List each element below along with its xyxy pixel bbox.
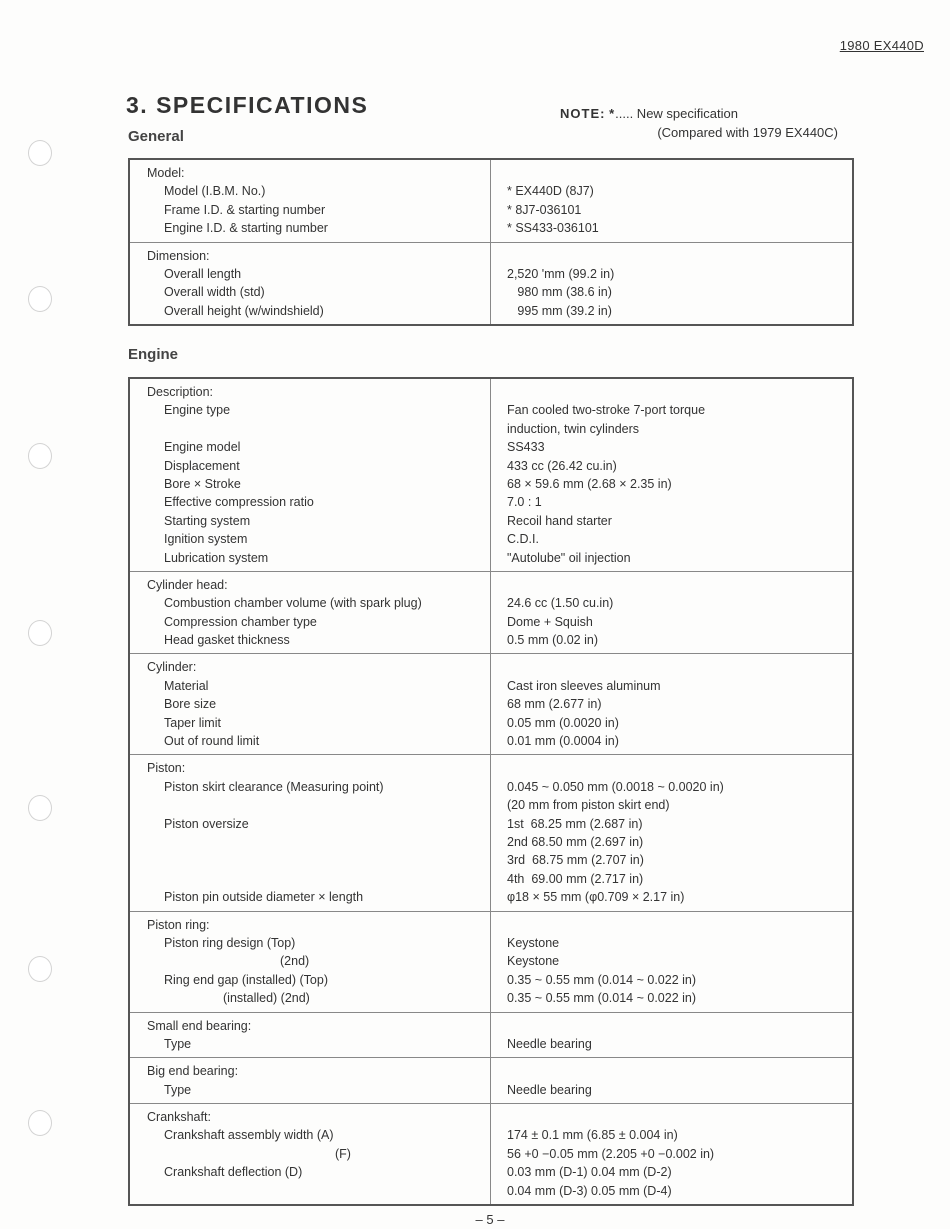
spec-value: Keystone xyxy=(507,935,560,950)
spec-group-heading: Small end bearing: xyxy=(147,1018,252,1033)
spec-labels xyxy=(129,242,491,325)
spec-value: Cast iron sleeves aluminum xyxy=(507,678,661,693)
spec-labels xyxy=(129,378,491,571)
spec-value: 3rd 68.75 mm (2.707 in) xyxy=(507,853,644,868)
spec-value: * EX440D (8J7) xyxy=(507,184,594,199)
spec-label xyxy=(130,1182,490,1200)
spec-group xyxy=(129,654,853,755)
spec-label: Out of round limit xyxy=(164,734,260,749)
spec-value: * SS433-036101 xyxy=(507,221,599,236)
spec-label: Material xyxy=(164,678,209,693)
spec-label: Compression chamber type xyxy=(164,614,317,629)
binder-hole xyxy=(28,443,52,469)
note xyxy=(560,106,738,121)
spec-value: 2,520 'mm (99.2 in) xyxy=(507,266,615,281)
spec-value: 174 ± 0.1 mm (6.85 ± 0.004 in) xyxy=(507,1128,678,1143)
spec-value: 0.045 ~ 0.050 mm (0.0018 ~ 0.0020 in) xyxy=(507,779,724,794)
spec-label: Piston oversize xyxy=(164,816,249,831)
spec-value: 433 cc (26.42 cu.in) xyxy=(507,458,617,473)
note-text: ..... New specification xyxy=(615,106,738,121)
spec-value: 68 × 59.6 mm (2.68 × 2.35 in) xyxy=(507,476,672,491)
spec-label: Combustion chamber volume (with spark plug) xyxy=(164,596,422,611)
spec-value: Needle bearing xyxy=(507,1082,592,1097)
spec-values xyxy=(491,159,854,242)
note-compared: (Compared with 1979 EX440C) xyxy=(657,125,838,140)
spec-label: Model (I.B.M. No.) xyxy=(164,184,266,199)
binder-hole xyxy=(28,956,52,982)
spec-group xyxy=(129,571,853,654)
note-label: NOTE: xyxy=(560,106,606,121)
spec-value: Needle bearing xyxy=(507,1036,592,1051)
spec-values xyxy=(491,242,854,325)
spec-group-heading: Model: xyxy=(147,166,185,180)
spec-value: 56 +0 −0.05 mm (2.205 +0 −0.002 in) xyxy=(507,1146,715,1161)
spec-value: 24.6 cc (1.50 cu.in) xyxy=(507,596,614,611)
spec-label: Lubrication system xyxy=(164,550,269,565)
spec-values xyxy=(491,654,854,755)
spec-label: Piston skirt clearance (Measuring point) xyxy=(164,779,384,794)
spec-group xyxy=(129,1012,853,1058)
spec-value: 0.05 mm (0.0020 in) xyxy=(507,715,619,730)
binder-hole xyxy=(28,286,52,312)
spec-labels xyxy=(129,571,491,654)
spec-value: 0.5 mm (0.02 in) xyxy=(507,633,599,648)
spec-label: Engine I.D. & starting number xyxy=(164,221,328,236)
spec-value: 980 mm (38.6 in) xyxy=(507,285,612,300)
spec-value: 0.01 mm (0.0004 in) xyxy=(507,734,619,749)
spec-label xyxy=(130,420,490,438)
spec-value: 995 mm (39.2 in) xyxy=(507,303,612,318)
binder-hole xyxy=(28,620,52,646)
spec-label: Bore size xyxy=(164,697,217,712)
spec-group xyxy=(129,1104,853,1205)
spec-value: φ18 × 55 mm (φ0.709 × 2.17 in) xyxy=(507,890,685,905)
section-general-heading: General xyxy=(128,128,184,145)
spec-label: Taper limit xyxy=(164,715,221,730)
spec-value: C.D.I. xyxy=(507,532,539,547)
spec-label: Piston pin outside diameter × length xyxy=(164,890,364,905)
spec-label xyxy=(130,851,490,869)
spec-value: 2nd 68.50 mm (2.697 in) xyxy=(507,834,644,849)
spec-value xyxy=(507,576,852,594)
spec-label: Overall length xyxy=(164,266,242,281)
spec-value: 4th 69.00 mm (2.717 in) xyxy=(507,871,644,886)
page-number: – 5 – xyxy=(475,1212,505,1227)
spec-value xyxy=(507,759,852,777)
spec-label: Crankshaft assembly width (A) xyxy=(164,1128,334,1143)
spec-value: 7.0 : 1 xyxy=(507,495,542,510)
spec-value: 68 mm (2.677 in) xyxy=(507,697,602,712)
spec-group-heading: Dimension: xyxy=(147,248,210,263)
spec-value: induction, twin cylinders xyxy=(507,421,640,436)
spec-value xyxy=(507,247,852,265)
spec-label: Ring end gap (installed) (Top) xyxy=(164,972,328,987)
spec-labels xyxy=(129,755,491,911)
spec-label xyxy=(130,870,490,888)
spec-label: Starting system xyxy=(164,513,251,528)
spec-value: 1st 68.25 mm (2.687 in) xyxy=(507,816,643,831)
section-engine-heading: Engine xyxy=(128,346,179,363)
spec-label: Crankshaft deflection (D) xyxy=(164,1165,303,1180)
spec-group-heading: Description: xyxy=(147,385,213,399)
spec-value xyxy=(507,916,852,934)
spec-group-heading: Cylinder: xyxy=(147,660,197,675)
spec-labels xyxy=(129,654,491,755)
spec-group xyxy=(129,911,853,1012)
spec-label: Type xyxy=(164,1082,192,1097)
spec-label: Bore × Stroke xyxy=(164,476,241,491)
spec-label: Frame I.D. & starting number xyxy=(164,202,326,217)
spec-label: Engine type xyxy=(164,403,231,418)
spec-values xyxy=(491,755,854,911)
spec-label: Engine model xyxy=(164,440,241,455)
spec-labels xyxy=(129,159,491,242)
spec-values xyxy=(491,1012,854,1058)
spec-label: Displacement xyxy=(164,458,240,473)
spec-value: Recoil hand starter xyxy=(507,513,612,528)
spec-value: 0.35 ~ 0.55 mm (0.014 ~ 0.022 in) xyxy=(507,991,697,1006)
spec-value: "Autolube" oil injection xyxy=(507,550,631,565)
spec-values xyxy=(491,571,854,654)
general-spec-table xyxy=(128,158,854,326)
spec-value xyxy=(507,383,852,401)
note-marker: * xyxy=(609,106,616,121)
spec-value: Dome + Squish xyxy=(507,614,593,629)
spec-label: (F) xyxy=(335,1146,351,1161)
spec-group-heading: Cylinder head: xyxy=(147,577,228,592)
spec-group-heading: Big end bearing: xyxy=(147,1064,239,1079)
spec-values xyxy=(491,378,854,571)
spec-values xyxy=(491,1104,854,1205)
spec-value xyxy=(507,658,852,676)
page-header: 1980 EX440D xyxy=(839,38,924,53)
spec-group xyxy=(129,242,853,325)
spec-values xyxy=(491,1058,854,1104)
spec-value: * 8J7-036101 xyxy=(507,202,582,217)
spec-label: Overall height (w/windshield) xyxy=(164,303,324,318)
spec-label: Overall width (std) xyxy=(164,285,265,300)
spec-value: 0.03 mm (D-1) 0.04 mm (D-2) xyxy=(507,1165,672,1180)
spec-value: 0.35 ~ 0.55 mm (0.014 ~ 0.022 in) xyxy=(507,972,697,987)
binder-hole xyxy=(28,140,52,166)
spec-value: Keystone xyxy=(507,954,560,969)
spec-value xyxy=(507,1062,852,1080)
spec-value: 0.04 mm (D-3) 0.05 mm (D-4) xyxy=(507,1183,672,1198)
spec-labels xyxy=(129,1058,491,1104)
spec-value xyxy=(507,1017,852,1035)
spec-labels xyxy=(129,1012,491,1058)
engine-spec-table xyxy=(128,377,854,1206)
spec-label: Ignition system xyxy=(164,532,248,547)
spec-labels xyxy=(129,911,491,1012)
spec-value xyxy=(507,164,852,182)
binder-hole xyxy=(28,1110,52,1136)
spec-value: Fan cooled two-stroke 7-port torque xyxy=(507,403,706,418)
spec-label: (installed) (2nd) xyxy=(223,991,310,1006)
spec-group xyxy=(129,159,853,242)
spec-group-heading: Piston: xyxy=(147,761,186,776)
spec-label: Head gasket thickness xyxy=(164,633,290,648)
spec-label xyxy=(130,796,490,814)
spec-label: Effective compression ratio xyxy=(164,495,314,510)
spec-value: SS433 xyxy=(507,440,545,455)
spec-value: (20 mm from piston skirt end) xyxy=(507,798,670,813)
spec-label: Piston ring design (Top) xyxy=(164,935,296,950)
spec-values xyxy=(491,911,854,1012)
binder-hole xyxy=(28,795,52,821)
page-title: 3. SPECIFICATIONS xyxy=(126,92,369,118)
spec-group xyxy=(129,1058,853,1104)
spec-group xyxy=(129,755,853,911)
spec-value xyxy=(507,1108,852,1126)
spec-label xyxy=(130,833,490,851)
spec-group xyxy=(129,378,853,571)
spec-label: (2nd) xyxy=(280,954,310,969)
spec-label: Type xyxy=(164,1036,192,1051)
spec-group-heading: Crankshaft: xyxy=(147,1110,211,1125)
spec-group-heading: Piston ring: xyxy=(147,917,210,932)
spec-labels xyxy=(129,1104,491,1205)
